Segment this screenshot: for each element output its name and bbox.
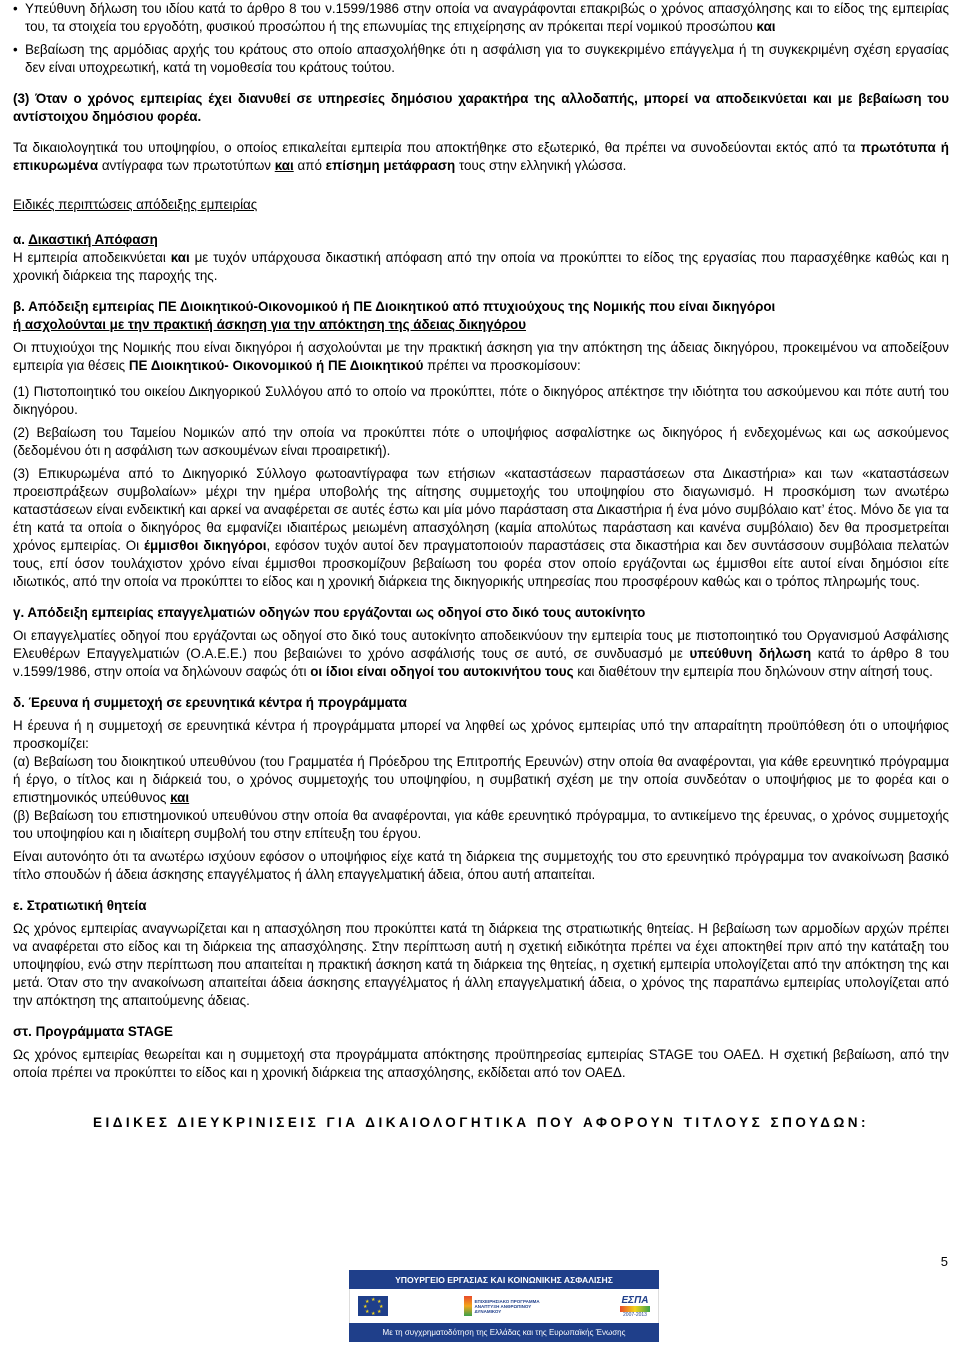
paragraph-public-service: (3) Όταν ο χρόνος εμπειρίας έχει διανυθεί σε υπηρεσίες δημόσιου χαρακτήρα της αλλοδαπής, μπορεί να αποδεικνύεται και με βεβαίωση του αντίστοιχου δημόσιου φορέα. xyxy=(13,91,949,124)
section-c-text: Οι επαγγελματίες οδηγοί που εργάζονται ως οδηγοί στο δικό τους αυτοκίνητο αποδεικνύουν την εμπειρία τους με πιστοποιητικό του Οργανισμού Ασφάλισης Ελευθέρων Επαγγελματιών (Ο.Α.Ε.Ε.) που βεβαιώνει το χρόνο ασφάλισής τους σε αυτό, σε συνδυασμό με υπεύθυνη δήλωση κατά το άρθρο 8 του ν.1599/1986, στην οποία να δηλώνουν σαφώς ότι οι ίδιοι είναι οδηγοί του αυτοκινήτου τους και διαθέτουν την εμπειρία που δηλώνουν στην αίτησή τους. xyxy=(13,628,950,679)
section-d-intro: Η έρευνα ή η συμμετοχή σε ερευνητικά κέντρα ή προγράμματα μπορεί να ληφθεί ως χρόνος εμπειρίας υπό την απαραίτητη προϋπόθεση ότι ο υποψήφιος προσκομίζει: xyxy=(13,718,949,751)
section-b-title: β. Απόδειξη εμπειρίας ΠΕ Διοικητικού-Οικονομικού ή ΠΕ Διοικητικού από πτυχιούχους της Νομικής που είναι δικηγόροι ή ασχολούνται με την πρακτική άσκηση για την απόκτηση της άδειας δικηγόρου xyxy=(13,299,776,332)
section-d-note: Είναι αυτονόητο ότι τα ανωτέρω ισχύουν εφόσον ο υποψήφιος είχε κατά τη διάρκεια της συμμετοχής του στο ερευνητικό πρόγραμμα τον ανακοίνωση βασικό τίτλο σπουδών ή άδεια άσκησης επαγγέλματος ή άλλη επαγγελματική άδεια, όπου αυτή απαιτείται. xyxy=(13,849,949,882)
bullet-and: και xyxy=(756,19,776,34)
espa-years: 2007-2013 xyxy=(623,1311,647,1318)
section-f-text: Ως χρόνος εμπειρίας θεωρείται και η συμμετοχή στα προγράμματα απόκτησης προϋπηρεσίας εμπειρίας STAGE του ΟΑΕΔ. Η σχετική βεβαίωση, από την οποία πρέπει να προκύπτει το είδος και η χρονική διάρκεια της απασχόλησης, εκδίδεται από τον ΟΑΕΔ. xyxy=(13,1047,949,1080)
section-b-item-1: (1) Πιστοποιητικό του οικείου Δικηγορικού Συλλόγου από το οποίο να προκύπτει, πότε ο δικηγόρος απέκτησε την ιδιότητα του ασκούμενου και πότε αυτή του δικηγόρου. xyxy=(13,384,949,417)
program-logo-icon xyxy=(464,1296,472,1316)
section-a-title: α. Δικαστική Απόφαση xyxy=(13,232,158,247)
section-d-title: δ. Έρευνα ή συμμετοχή σε ερευνητικά κέντρα ή προγράμματα xyxy=(13,695,407,710)
section-f-title: στ. Προγράμματα STAGE xyxy=(13,1024,173,1039)
section-d-item-a: (α) Βεβαίωση του διοικητικού υπευθύνου (του Γραμματέα ή Πρόεδρου της Επιτροπής Ερευνών) στην οποία θα αναφέρονται, για κάθε ερευνητικό πρόγραμμα ή έργο, ο τίτλος και η διάρκειά του, ο χρόνος συμμετοχής του υποψηφίου, η συμβατική σχέση με την οποία συνδεόταν ο υποψήφιος με το φορέα και ο επιστημονικός υπεύθυνος και xyxy=(13,754,949,805)
cofunding-banner: Με τη συγχρηματοδότηση της Ελλάδας και της Ευρωπαϊκής Ένωσης xyxy=(349,1323,659,1342)
section-b-item-2: (2) Βεβαίωση του Ταμείου Νομικών από την οποία να προκύπτει πότε ο υποψήφιος ασφαλίστηκε ως δικηγόρος ή ενδεχομένως και ως ασκούμενος (δεδομένου ότι η ασφάλιση των ασκουμένων είναι προαιρετική). xyxy=(13,425,949,458)
document-page xyxy=(13,0,949,1132)
paragraph-foreign-docs: Τα δικαιολογητικά του υποψηφίου, ο οποίος επικαλείται εμπειρία που αποκτήθηκε στο εξωτερικό, θα πρέπει να συνοδεύονται εκτός από τα πρωτότυπα ή επικυρωμένα αντίγραφα των πρωτοτύπων και από επίσημη μετάφραση τους στην ελληνική γλώσσα. xyxy=(13,140,949,173)
ministry-banner: ΥΠΟΥΡΓΕΙΟ ΕΡΓΑΣΙΑΣ ΚΑΙ ΚΟΙΝΩΝΙΚΗΣ ΑΣΦΑΛΙΣΗΣ xyxy=(349,1270,659,1289)
final-section-title: ΕΙΔΙΚΕΣ ΔΙΕΥΚΡΙΝΙΣΕΙΣ ΓΙΑ ΔΙΚΑΙΟΛΟΓΗΤΙΚΑ ΠΟΥ ΑΦΟΡΟΥΝ ΤΙΤΛΟΥΣ ΣΠΟΥΔΩΝ: xyxy=(92,1115,870,1130)
section-c-title: γ. Απόδειξη εμπειρίας επαγγελματιών οδηγών που εργάζονται ως οδηγοί στο δικό τους αυτοκίνητο xyxy=(13,605,646,620)
logos-row xyxy=(349,1289,659,1323)
section-b-intro: Οι πτυχιούχοι της Νομικής που είναι δικηγόροι ή ασχολούνται με την πρακτική άσκηση για την απόκτηση της άδειας δικηγόρου, προκειμένου να αποδείξουν εμπειρία για θέσεις ΠΕ Διοικητικού- Οικονομικού ή ΠΕ Διοικητικού πρέπει να προσκομίσουν: xyxy=(13,340,949,373)
program-logo xyxy=(464,1296,545,1316)
section-b-item-3: (3) Επικυρωμένα από το Δικηγορικό Σύλλογο φωτοαντίγραφα των ετήσιων «καταστάσεων παραστάσεων στα Δικαστήρια» και των «καταστάσεων προεισπράξεων συμβολαίων» μέχρι την ημέρα υποβολής της αίτησης συμμετοχής του υποψηφίου στο διαγωνισμό. Η προσκόμιση των ανωτέρω καταστάσεων είναι ενδεικτική και αρκεί να αναφέρεται σε αυτές έστω και μία μόνο παράσταση στα Δικαστήρια ή ένα μόνο συμβόλαιο κατ’ έτος. Μόνο δε για τα έτη κατά τα οποία ο δικηγόρος θα εμφανίζει ιδιαιτέρως μειωμένη απασχόληση (καμία απολύτως παράσταση και κανένα συμβόλαιο) δεν θα προσμετρείται χρόνος εμπειρίας. Οι έμμισθοι δικηγόροι, εφόσον τυχόν αυτοί δεν πραγματοποιούν παραστάσεις στα δικαστήρια και δεν συντάσσουν συμβόλαια πελατών τους, επί όσον τουλάχιστον χρόνο είναι έμμισθοι προσκομίζουν βεβαίωση του φορέα στον οποίο εργάζονται ως έμμισθοι είτε αυτοί είναι δημόσιοι είτε ιδιωτικός, από την οποία να προκύπτει το είδος και η χρονική διάρκεια της δικηγορικής υπηρεσίας που προσφέρουν καθώς και ο τρόπος πληρωμής τους. xyxy=(13,466,949,589)
espa-word: ΕΣΠΑ xyxy=(621,1294,649,1306)
espa-logo xyxy=(620,1295,650,1318)
section-d-item-b: (β) Βεβαίωση του επιστημονικού υπευθύνου στην οποία θα αναφέρονται, για κάθε ερευνητικό πρόγραμμα, το αντικείμενο της έρευνας, ο χρόνος συμμετοχής του υποψηφίου και η ιδιαίτερη συμβολή του στην επίτευξη του έργου. xyxy=(13,808,949,841)
bullet-text: Βεβαίωση της αρμόδιας αρχής του κράτους στο οποίο απασχολήθηκε ότι η ασφάλιση για το συγκεκριμένο επάγγελμα ή τη συγκεκριμένη σχέση εργασίας δεν είναι υποχρεωτική, κατά τη νομοθεσία του κράτους τούτου. xyxy=(25,42,949,75)
bullet-item-declaration xyxy=(13,0,949,36)
bullet-item-certificate xyxy=(13,41,949,77)
bullet-text: Υπεύθυνη δήλωση του ιδίου κατά το άρθρο 8 του ν.1599/1986 στην οποία να αναγράφονται επακριβώς ο χρόνος απασχόλησης και το είδος της εμπειρίας του, τα στοιχεία του εργοδότη, φυσικού προσώπου ή της επωνυμίας της επιχείρησης αν πρόκειται περί νομικού προσώπου xyxy=(25,1,949,34)
footer-banner xyxy=(349,1270,659,1342)
special-cases-heading: Ειδικές περιπτώσεις απόδειξης εμπειρίας xyxy=(13,197,258,212)
eu-flag-icon: ★ ★ ★ ★ ★ ★ ★ ★ xyxy=(358,1296,388,1316)
page-number: 5 xyxy=(940,1254,948,1269)
section-a-text: Η εμπειρία αποδεικνύεται και με τυχόν υπάρχουσα δικαστική απόφαση από την οποία να προκύπτει το είδος της εργασίας που παρασχέθηκε καθώς και η χρονική διάρκεια της παροχής της. xyxy=(13,250,949,283)
section-e-text: Ως χρόνος εμπειρίας αναγνωρίζεται και η απασχόληση που προκύπτει κατά τη διάρκεια της στρατιωτικής θητείας. Η βεβαίωση των αρμοδίων αρχών πρέπει να αναφέρεται στο είδος και τη διάρκεια της απασχόλησης. Στην περίπτωση αυτή η σχετική ειδικότητα πρέπει να έχει αποκτηθεί πριν από την κατάταξη του υποψηφίου, ενώ στην περίπτωση που απαιτείται η πρακτική άσκηση κατά τη διάρκεια της θητείας, η σχετική εμπειρία υπολογίζεται από την απόκτηση της και μετά. Όταν στο την ανακοίνωση απαιτείται άδεια άσκησης επαγγέλματος ή άλλη επαγγελματική άδεια, ο χρόνος της παραπάνω εμπειρίας υπολογίζεται από την απόκτηση της απαιτούμενης άδειας. xyxy=(13,921,949,1008)
section-e-title: ε. Στρατιωτική θητεία xyxy=(13,898,147,913)
program-name: ΕΠΙΧΕΙΡΗΣΙΑΚΟ ΠΡΟΓΡΑΜΜΑ ΑΝΑΠΤΥΞΗ ΑΝΘΡΩΠΙΝΟΥ ΔΥΝΑΜΙΚΟΥ xyxy=(474,1298,540,1314)
